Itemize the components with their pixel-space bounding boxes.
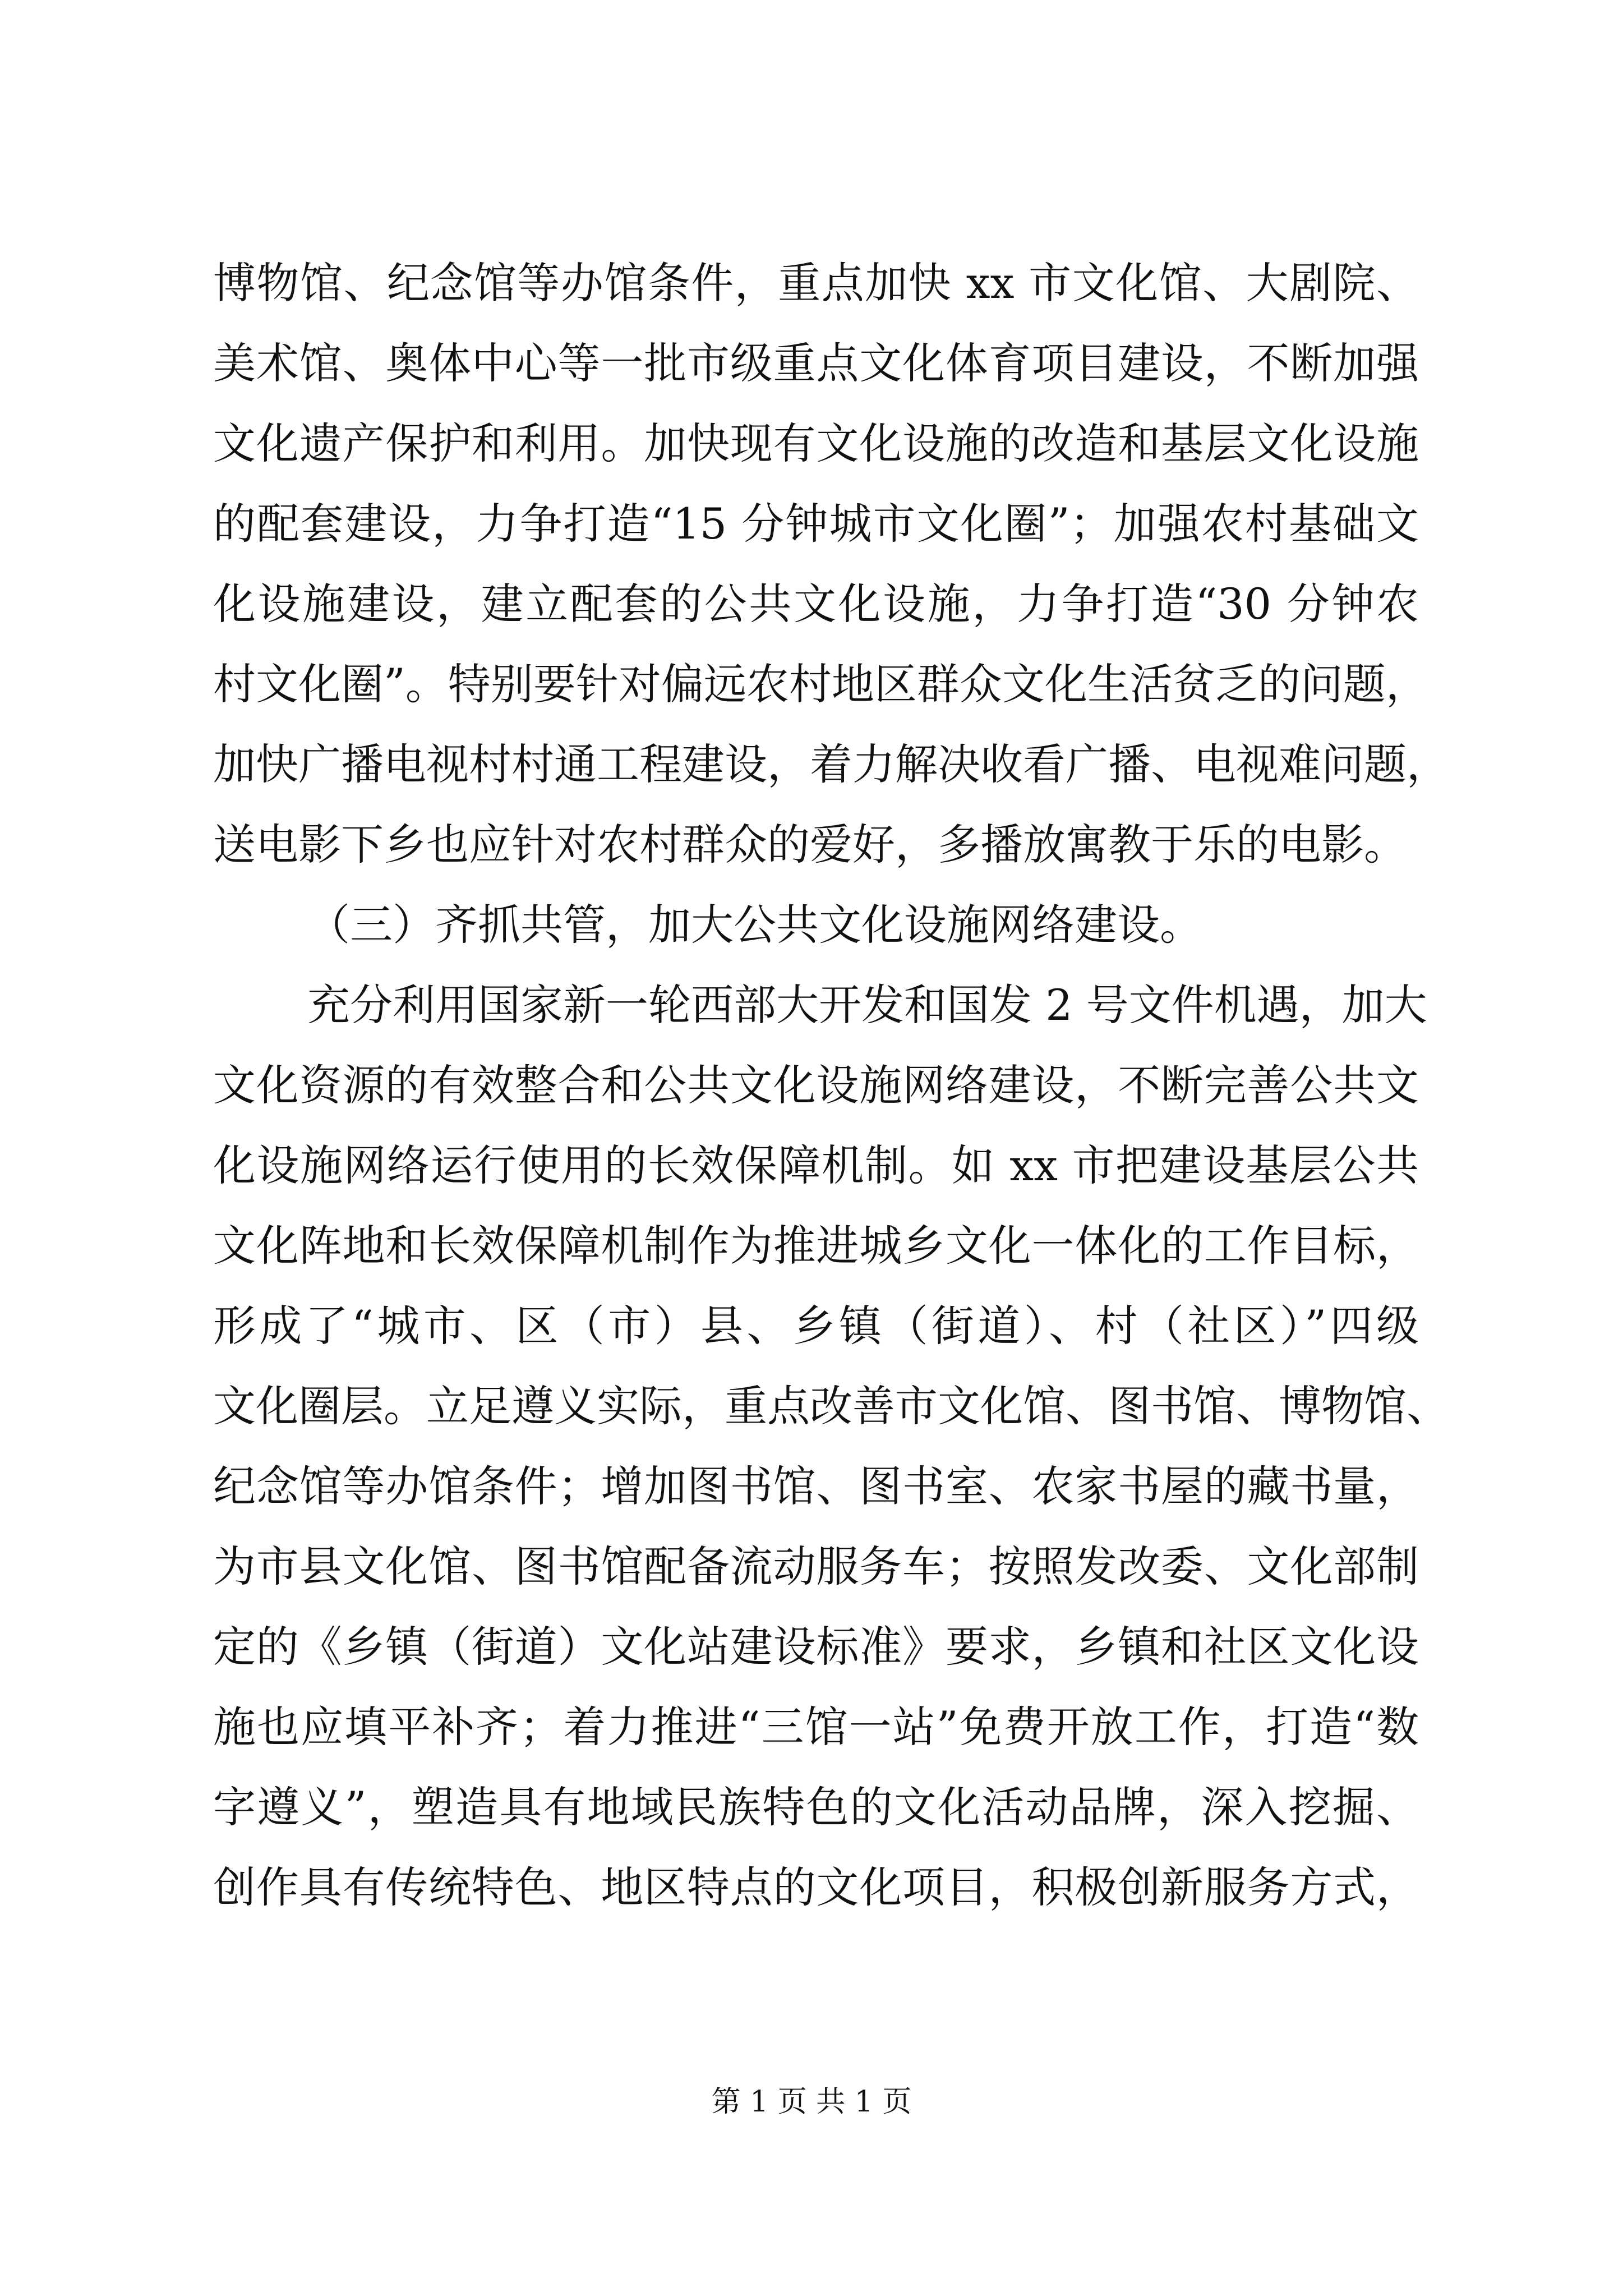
body-line: 文化资源的有效整合和公共文化设施网络建设，不断完善公共文 [213,1060,1419,1110]
body-line: 的配套建设，力争打造“15 分钟城市文化圈”；加强农村基础文 [213,499,1419,549]
body-line: 加快广播电视村村通工程建设，着力解决收看广播、电视难问题， [213,739,1449,789]
body-line: 定的《乡镇（街道）文化站建设标准》要求，乡镇和社区文化设 [213,1622,1419,1672]
body-line: 字遵义”，塑造具有地域民族特色的文化活动品牌，深入挖掘、 [213,1782,1419,1832]
body-line: 村文化圈”。特别要针对偏远农村地区群众文化生活贫乏的问题， [213,659,1428,709]
body-line: 纪念馆等办馆条件；增加图书馆、图书室、农家书屋的藏书量， [213,1461,1419,1511]
body-line: 形成了“城市、区（市）县、乡镇（街道）、村（社区）”四级 [213,1301,1419,1351]
body-line: 美术馆、奥体中心等一批市级重点文化体育项目建设，不断加强 [213,338,1419,388]
body-line: 文化阵地和长效保障机制作为推进城乡文化一体化的工作目标， [213,1221,1419,1271]
body-line: 化设施网络运行使用的长效保障机制。如 xx 市把建设基层公共 [213,1140,1419,1190]
body-line: 创作具有传统特色、地区特点的文化项目，积极创新服务方式， [213,1862,1419,1912]
body-line: 博物馆、纪念馆等办馆条件，重点加快 xx 市文化馆、大剧院、 [213,258,1419,308]
body-line: 文化圈层。立足遵义实际，重点改善市文化馆、图书馆、博物馆、 [213,1381,1449,1431]
section-heading: （三）齐抓共管，加大公共文化设施网络建设。 [307,900,1202,950]
body-line: 化设施建设，建立配套的公共文化设施，力争打造“30 分钟农 [213,579,1419,629]
body-line: 为市县文化馆、图书馆配备流动服务车；按照发改委、文化部制 [213,1542,1419,1591]
body-line: 充分利用国家新一轮西部大开发和国发 2 号文件机遇，加大 [307,980,1427,1030]
body-line: 文化遗产保护和利用。加快现有文化设施的改造和基层文化设施 [213,418,1419,468]
page-number-footer: 第 1 页 共 1 页 [711,2085,912,2119]
body-line: 施也应填平补齐；着力推进“三馆一站”免费开放工作，打造“数 [213,1702,1419,1752]
body-line: 送电影下乡也应针对农村群众的爱好，多播放寓教于乐的电影。 [213,820,1407,869]
